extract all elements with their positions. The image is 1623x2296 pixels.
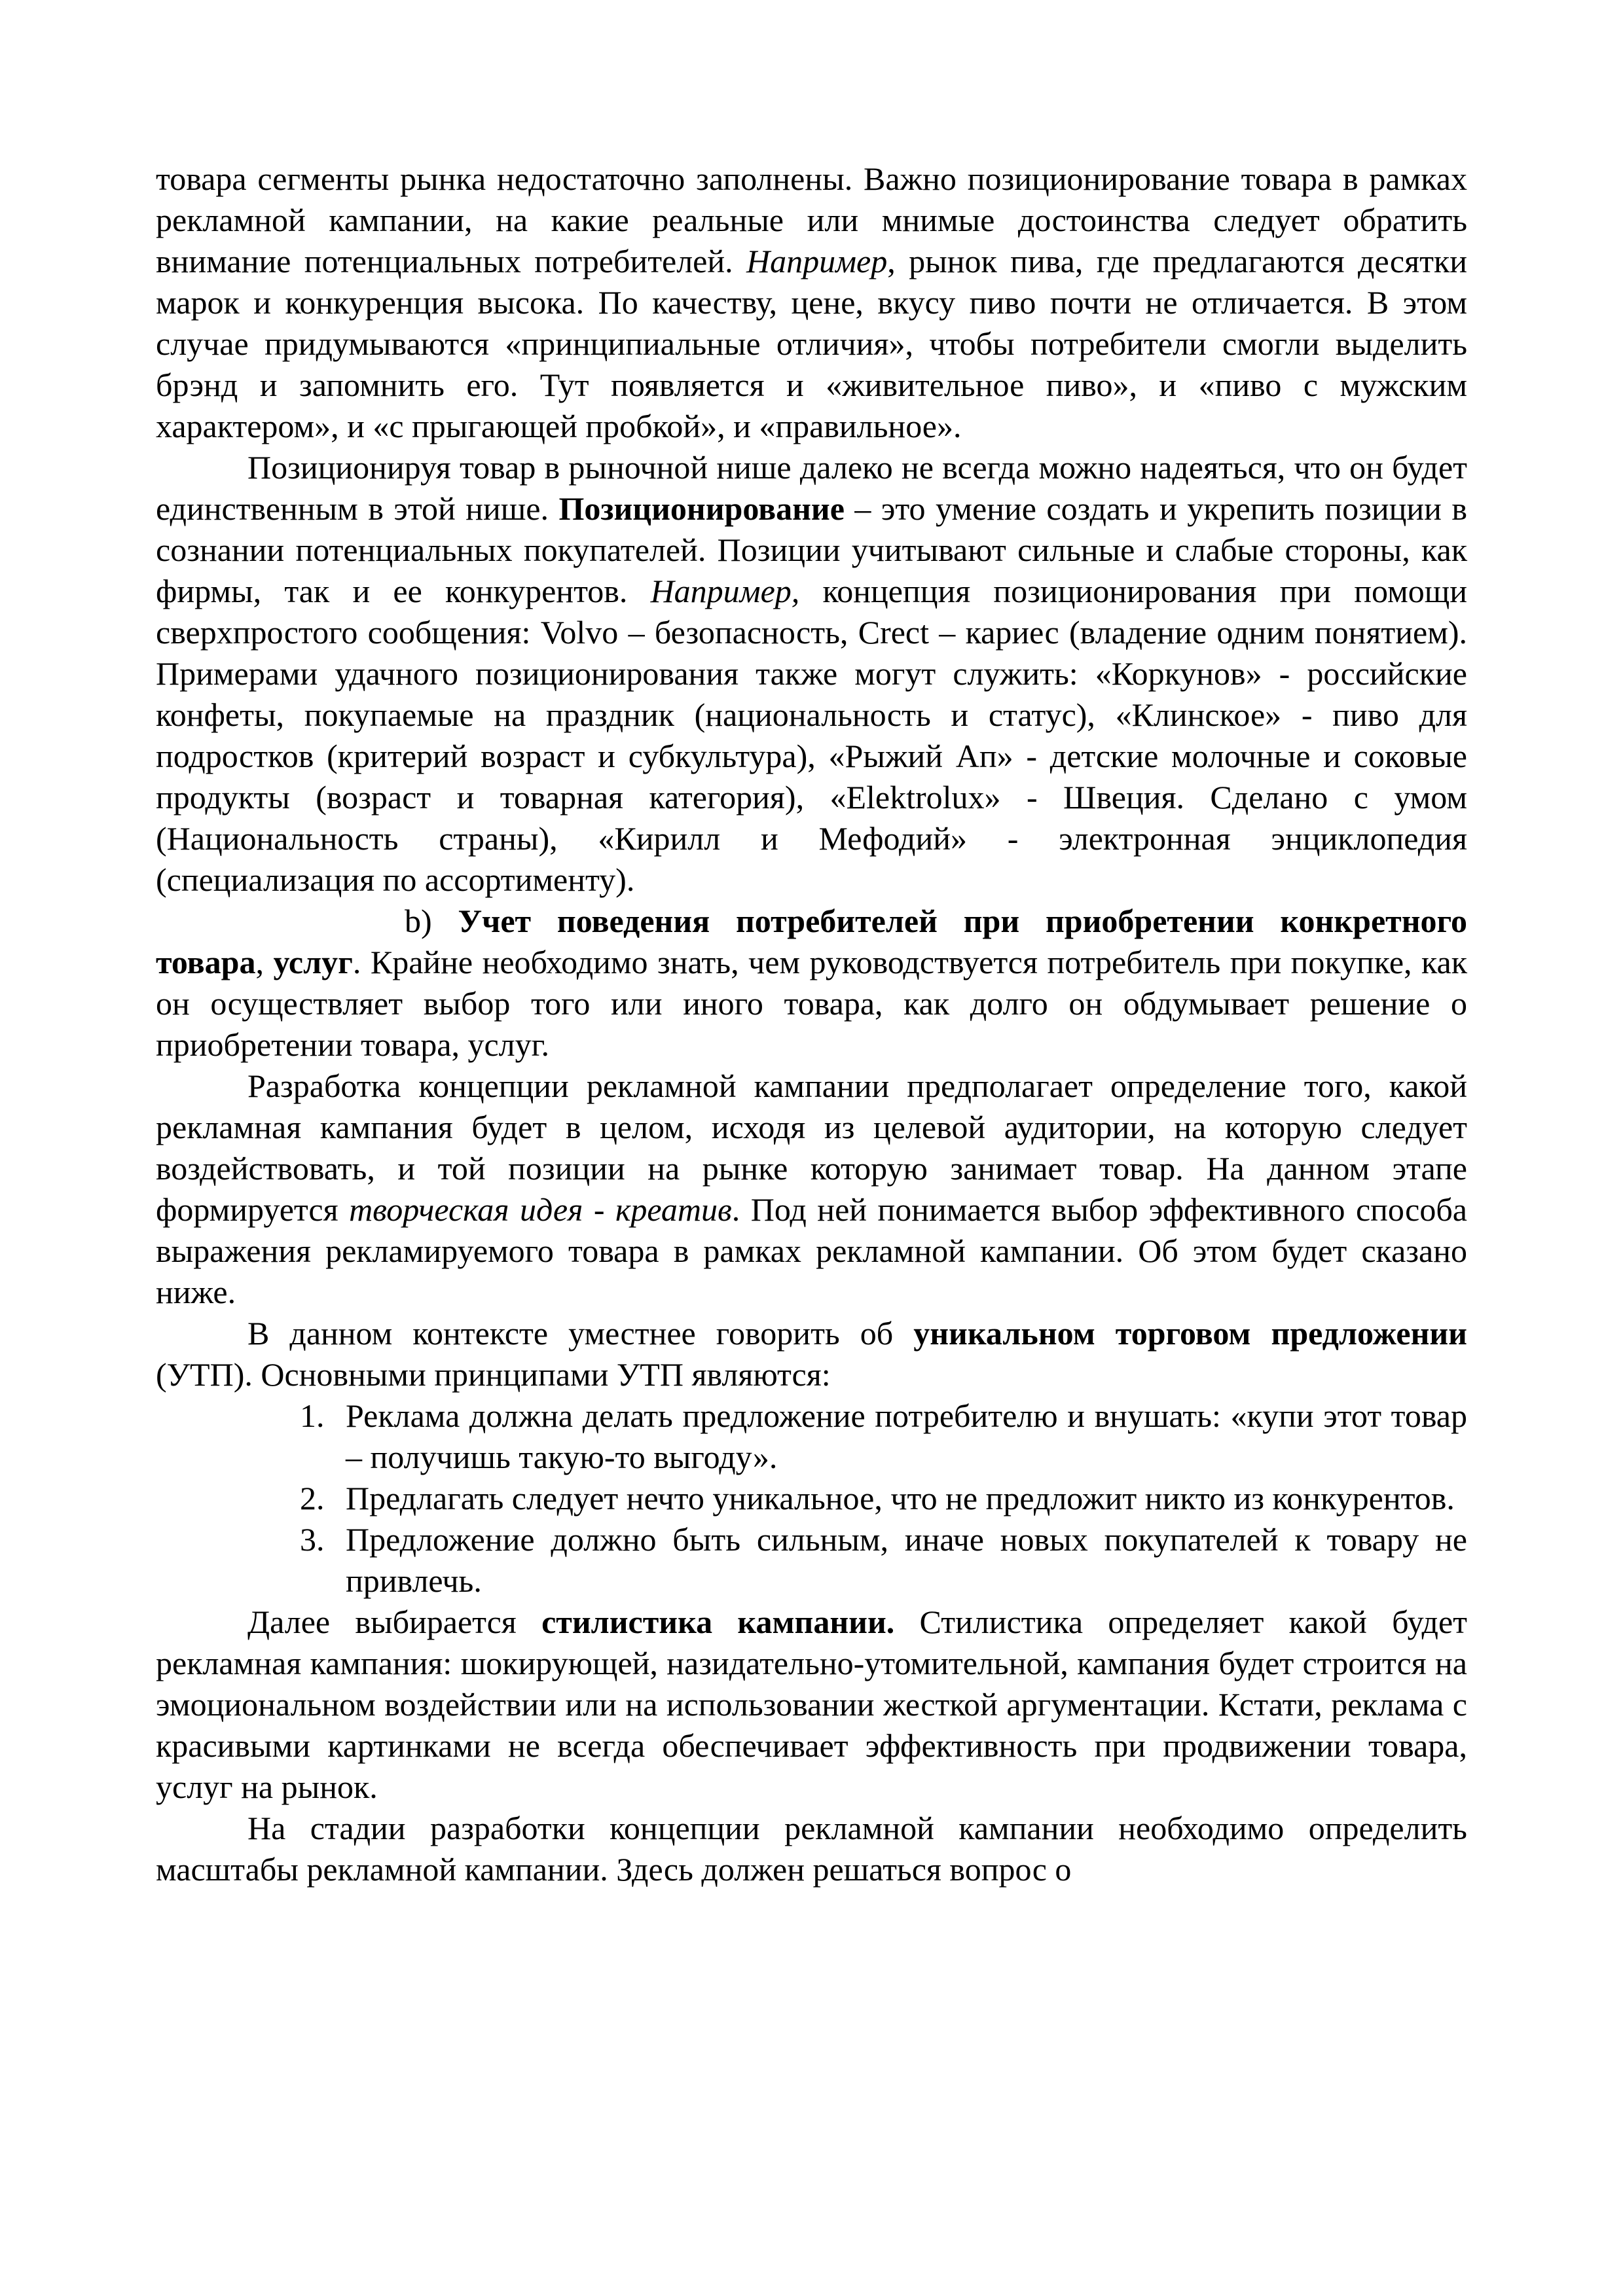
text-run: уникальном торговом предложении — [913, 1315, 1467, 1352]
text-run: , рынок пива, где предлагаются десятки марок и конкуренция высока. По качеству, цене, вкусу пиво почти не отличается. В этом случае придумываются «принципиальные отличия», чтобы потребители смогли выделить брэнд и запомнить его. Тут появляется и «живительное пиво», и «пиво с мужским характером», и «с прыгающей пробкой», и «правильное». — [156, 243, 1468, 444]
list-item — [156, 1478, 1467, 1519]
paragraph — [156, 1313, 1467, 1395]
text-run: . Под ней понимается выбор эффективного способа выражения рекламируемого товара в рамках рекламной кампании. Об этом будет сказано ниже. — [156, 1191, 1467, 1310]
document-body — [156, 158, 1467, 1890]
text-run: b) — [405, 903, 458, 939]
text-run: Разработка концепции рекламной кампании предполагает определение того, какой рекламная кампания будет в целом, исходя из целевой аудитории, на которую следует воздействовать, и той позиции на рынке которую занимает товар. На данном этапе формируется — [156, 1067, 1467, 1228]
paragraph — [156, 1808, 1467, 1890]
text-run: В данном контексте уместнее говорить об — [247, 1315, 914, 1352]
text-run: Например — [746, 243, 888, 279]
list-item — [156, 1395, 1467, 1478]
text-run: стилистика кампании. — [541, 1604, 895, 1640]
text-run: Предложение должно быть сильным, иначе новых покупателей к товару не привлечь. — [346, 1521, 1467, 1599]
text-run: товара сегменты рынка недостаточно заполнены. Важно позиционирование товара в рамках рекламной кампании, на какие реальные или мнимые достоинства следует обратить внимание потенциальных потребителей. — [156, 160, 1467, 279]
text-run: Позиционирование — [558, 490, 845, 527]
text-run: , — [255, 944, 274, 980]
text-run: На стадии разработки концепции рекламной кампании необходимо определить масштабы рекламной кампании. Здесь должен решаться вопрос о — [156, 1810, 1467, 1888]
text-run: Реклама должна делать предложение потребителю и внушать: «купи этот товар – получишь такую-то выгоду». — [346, 1397, 1467, 1475]
list-number: 1. — [300, 1397, 325, 1434]
text-run: концепция позиционирования при помощи сверхпростого сообщения: Volvo – безопасность, Crect – кариес (владение одним понятием). Примерами удачного позиционирования также могут служить: «Коркунов» - российские конфеты, покупаемые на праздник (национальность и статус), «Клинское» - пиво для подростков (критерий возраст и субкультура), «Рыжий Ап» - детские молочные и соковые продукты (возраст и товарная категория), «Elektrolux» - Швеция. Сделано с умом (Национальность страны), «Кирилл и Мефодий» - электронная энциклопедия (специализация по ассортименту). — [156, 573, 1468, 898]
paragraph — [156, 1602, 1467, 1808]
text-run: Далее выбирается — [247, 1604, 542, 1640]
paragraph — [156, 1066, 1467, 1313]
text-run: Учет поведения потребителей при приобретении конкретного товара — [156, 903, 1467, 980]
text-run: Предлагать следует нечто уникальное, что не предложит никто из конкурентов. — [346, 1480, 1455, 1516]
list-number: 2. — [300, 1480, 325, 1516]
list-item — [156, 1519, 1467, 1602]
paragraph-item-b — [156, 901, 1467, 1066]
text-run: Позиционируя товар в рыночной нише далеко не всегда можно надеяться, что он будет единственным в этой нише. — [156, 449, 1467, 527]
text-run: творческая идея - креатив — [349, 1191, 732, 1228]
text-run: (УТП). Основными принципами УТП являются: — [156, 1356, 831, 1393]
text-run: Стилистика определяет какой будет рекламная кампания: шокирующей, назидательно-утомительной, кампания будет строится на эмоциональном воздействии или на использовании жесткой аргументации. Кстати, реклама с красивыми картинками не всегда обеспечивает эффективность при продвижении товара, услуг на рынок. — [156, 1604, 1467, 1805]
paragraph — [156, 447, 1467, 901]
list-number: 3. — [300, 1521, 325, 1558]
text-run: Например, — [650, 573, 800, 609]
text-run: – это умение создать и укрепить позиции в сознании потенциальных покупателей. Позиции учитывают сильные и слабые стороны, как фирмы, так и ее конкурентов. — [156, 490, 1467, 609]
text-run: услуг — [273, 944, 353, 980]
text-run: . Крайне необходимо знать, чем руководствуется потребитель при покупке, как он осуществляет выбор того или иного товара, как долго он обдумывает решение о приобретении товара, услуг. — [156, 944, 1468, 1063]
paragraph-continued — [156, 158, 1467, 447]
